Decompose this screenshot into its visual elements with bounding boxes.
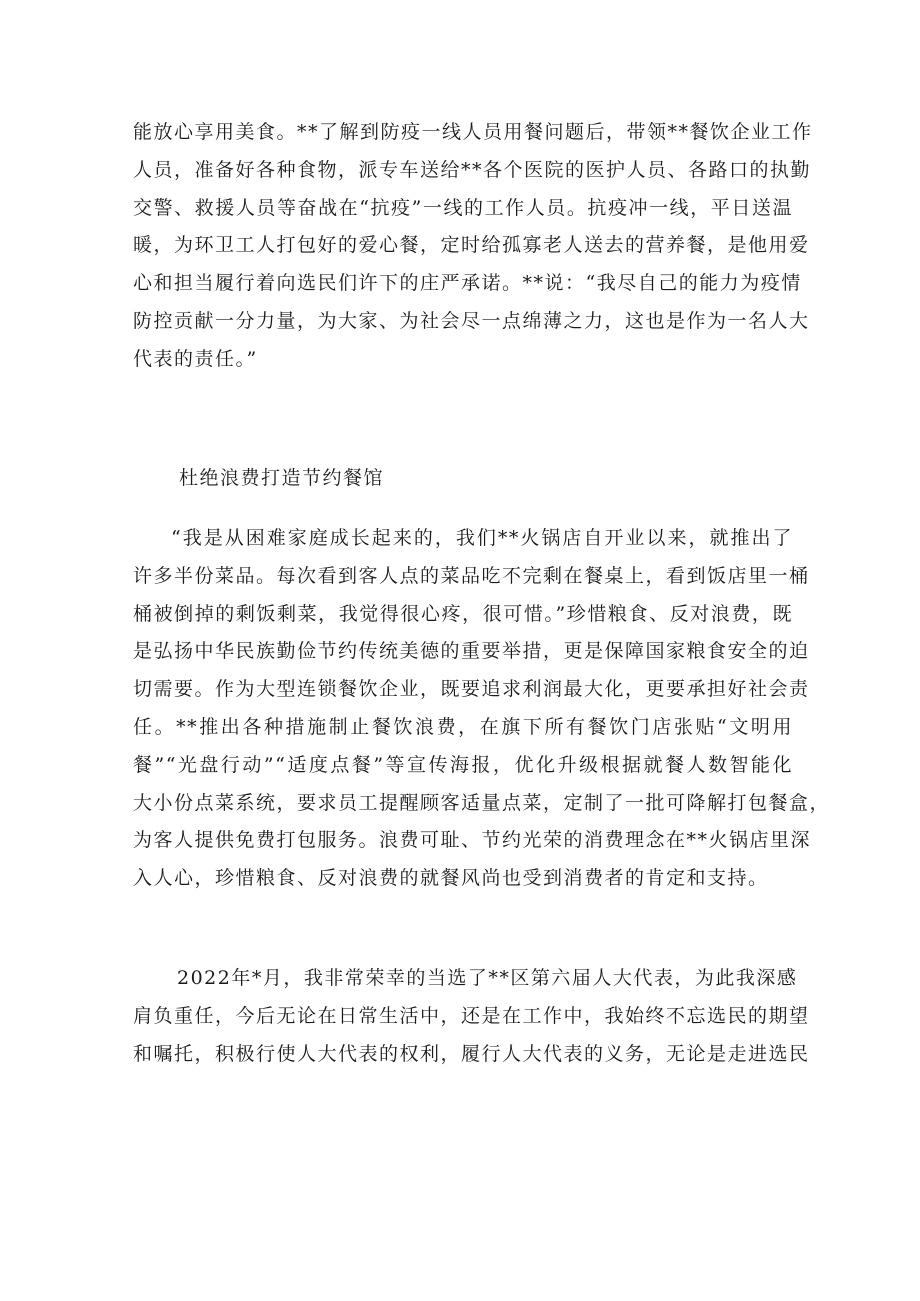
- section-heading: 杜绝浪费打造节约餐馆: [179, 467, 385, 489]
- text-line: 任。**推出各种措施制止餐饮浪费，在旗下所有餐饮门店张贴“文明用: [133, 715, 793, 738]
- text-line: 代表的责任。”: [133, 347, 258, 370]
- text-line: “我是从困难家庭成长起来的，我们**火锅店自开业以来，就推出了: [171, 527, 793, 549]
- paragraph-body-2: [133, 520, 831, 898]
- text-line: 大小份点菜系统，要求员工提醒顾客适量点菜，定制了一批可降解打包餐盒，: [133, 791, 831, 814]
- text-line: 桶被倒掉的剩饭剩菜，我觉得很心疼，很可惜。”珍惜粮食、反对浪费，既: [133, 602, 793, 625]
- text-line: 许多半份菜品。每次看到客人点的菜品吃不完剩在餐桌上，看到饭店里一桶: [133, 564, 810, 587]
- paragraph-body-3: [133, 960, 810, 1073]
- text-line: 交警、救援人员等奋战在“抗疫”一线的工作人员。抗疫冲一线，平日送温: [133, 196, 793, 219]
- paragraph-body-1: [133, 114, 813, 379]
- text-line: 心和担当履行着向选民们许下的庄严承诺。**说：“我尽自己的能力为疫情: [133, 272, 802, 295]
- text-line: 切需要。作为大型连锁餐饮企业，既要追求利润最大化，更要承担好社会责: [133, 678, 810, 701]
- text-line: 和嘱托，积极行使人大代表的权利，履行人大代表的义务，无论是走进选民: [133, 1042, 810, 1065]
- text-line: 入人心，珍惜粮食、反对浪费的就餐风尚也受到消费者的肯定和支持。: [133, 867, 769, 890]
- text-line: 能放心享用美食。**了解到防疫一线人员用餐问题后，带领**餐饮企业工作: [133, 121, 813, 143]
- text-line: 2022年*月，我非常荣幸的当选了**区第六届人大代表，为此我深感: [177, 967, 798, 989]
- text-line: 肩负重任，今后无论在日常生活中，还是在工作中，我始终不忘选民的期望: [133, 1004, 810, 1027]
- text-line: 为客人提供免费打包服务。浪费可耻、节约光荣的消费理念在**火锅店里深: [133, 829, 812, 852]
- text-line: 人员，准备好各种食物，派专车送给**各个医院的医护人员、各路口的执勤: [133, 158, 812, 181]
- text-line: 是弘扬中华民族勤俭节约传统美德的重要举措，更是保障国家粮食安全的迫: [133, 640, 810, 663]
- text-line: 暖，为环卫工人打包好的爱心餐，定时给孤寡老人送去的营养餐，是他用爱: [133, 234, 810, 257]
- text-line: 防控贡献一分力量，为大家、为社会尽一点绵薄之力，这也是作为一名人大: [133, 309, 810, 332]
- text-line: 餐”“光盘行动”“适度点餐”等宣传海报，优化升级根据就餐人数智能化: [133, 753, 793, 776]
